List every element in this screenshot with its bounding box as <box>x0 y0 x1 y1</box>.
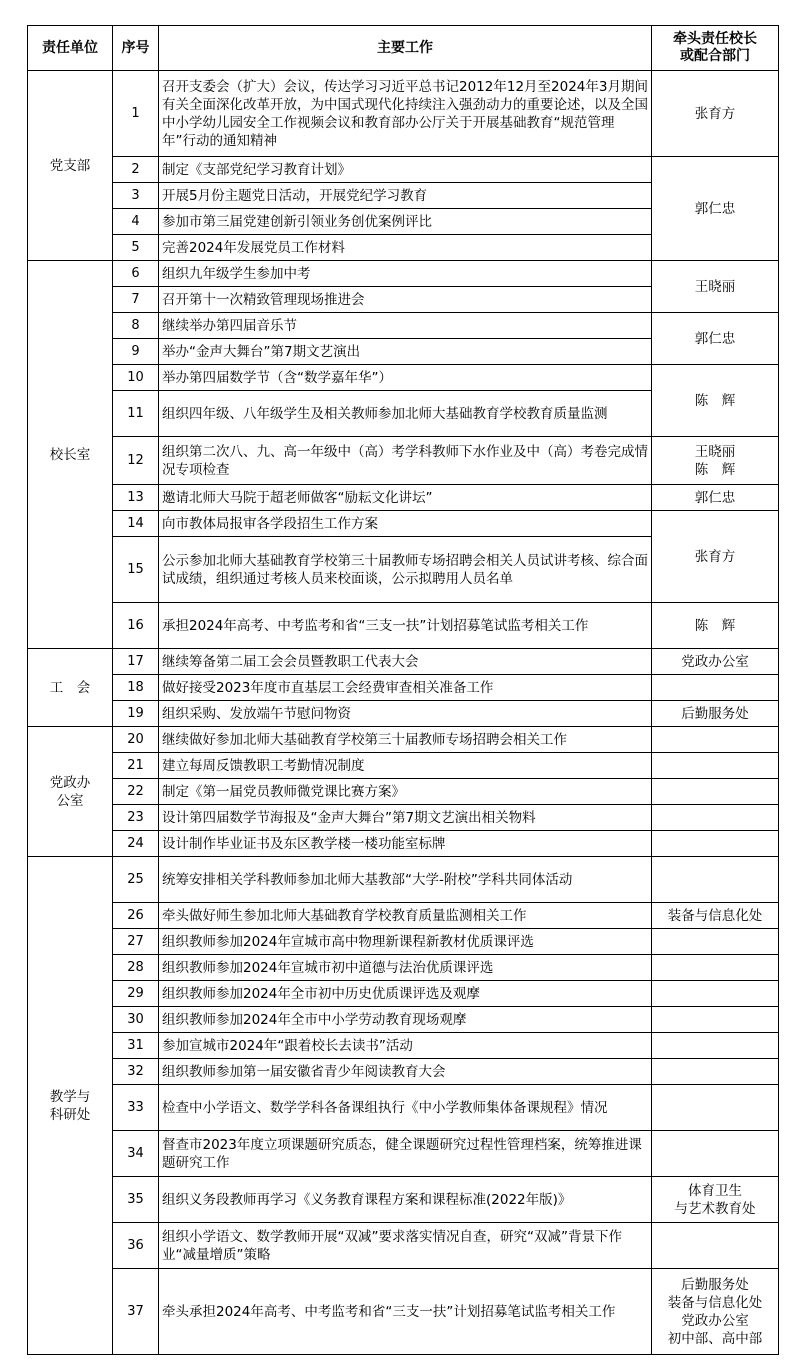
work-cell: 开展5月份主题党日活动，开展党纪学习教育 <box>159 183 652 209</box>
row-number: 13 <box>113 485 159 511</box>
row-number: 3 <box>113 183 159 209</box>
lead-cell: 郭仁忠 <box>652 313 779 365</box>
row-number: 17 <box>113 649 159 675</box>
row-number: 28 <box>113 955 159 981</box>
work-cell: 举办第四届数学节（含“数学嘉年华”） <box>159 365 652 391</box>
table-row <box>28 649 779 675</box>
row-number: 36 <box>113 1223 159 1269</box>
header-no: 序号 <box>113 26 159 71</box>
unit-label: 教学与科研处 <box>49 1088 91 1123</box>
lead-cell <box>652 779 779 805</box>
row-number: 14 <box>113 511 159 537</box>
work-cell: 承担2024年高考、中考监考和省“三支一扶”计划招募笔试监考相关工作 <box>159 603 652 649</box>
row-number: 11 <box>113 391 159 437</box>
table-row <box>28 511 779 537</box>
row-number: 29 <box>113 981 159 1007</box>
row-number: 27 <box>113 929 159 955</box>
lead-cell <box>652 857 779 903</box>
work-plan-table <box>27 25 779 1355</box>
row-number: 35 <box>113 1177 159 1223</box>
table-row <box>28 955 779 981</box>
table-row <box>28 805 779 831</box>
unit-cell-principal-office: 校长室 <box>28 261 113 649</box>
unit-label: 党政办公室 <box>49 774 91 809</box>
unit-cell-union: 工 会 <box>28 649 113 727</box>
table-row <box>28 437 779 485</box>
row-number: 23 <box>113 805 159 831</box>
header-unit: 责任单位 <box>28 26 113 71</box>
header-row <box>28 26 779 71</box>
row-number: 9 <box>113 339 159 365</box>
header-work: 主要工作 <box>159 26 652 71</box>
work-cell: 参加宣城市2024年“跟着校长去读书”活动 <box>159 1033 652 1059</box>
lead-cell: 张育方 <box>652 71 779 157</box>
row-number: 15 <box>113 537 159 603</box>
row-number: 33 <box>113 1085 159 1131</box>
work-cell: 组织第二次八、九、高一年级中（高）考学科教师下水作业及中（高）考卷完成情况专项检查 <box>159 437 652 485</box>
lead-cell: 装备与信息化处 <box>652 903 779 929</box>
work-cell: 召开支委会（扩大）会议，传达学习习近平总书记2012年12月至2024年3月期间有关全面深化改革开放，为中国式现代化持续注入强劲动力的重要论述，以及全国中小学幼儿园安全工作视频会议和教育部办公厅关于开展基础教育“规范管理年”行动的通知精神 <box>159 71 652 157</box>
work-cell: 做好接受2023年度市直基层工会经费审查相关准备工作 <box>159 675 652 701</box>
row-number: 10 <box>113 365 159 391</box>
work-cell: 建立每周反馈教职工考勤情况制度 <box>159 753 652 779</box>
unit-cell-admin-office <box>28 727 113 857</box>
work-cell: 组织教师参加2024年全市初中历史优质课评选及观摩 <box>159 981 652 1007</box>
lead-cell: 陈 辉 <box>652 365 779 437</box>
lead-cell: 陈 辉 <box>652 603 779 649</box>
lead-cell: 郭仁忠 <box>652 485 779 511</box>
lead-cell: 后勤服务处 装备与信息化处 党政办公室 初中部、高中部 <box>652 1269 779 1355</box>
table-row <box>28 727 779 753</box>
table-row <box>28 701 779 727</box>
table-row <box>28 903 779 929</box>
work-cell: 牵头承担2024年高考、中考监考和省“三支一扶”计划招募笔试监考相关工作 <box>159 1269 652 1355</box>
table-row <box>28 929 779 955</box>
work-cell: 组织四年级、八年级学生及相关教师参加北师大基础教育学校教育质量监测 <box>159 391 652 437</box>
table-row <box>28 1085 779 1131</box>
work-cell: 组织教师参加2024年全市中小学劳动教育现场观摩 <box>159 1007 652 1033</box>
row-number: 12 <box>113 437 159 485</box>
lead-cell <box>652 831 779 857</box>
table-row <box>28 1269 779 1355</box>
row-number: 37 <box>113 1269 159 1355</box>
table-row <box>28 603 779 649</box>
row-number: 21 <box>113 753 159 779</box>
work-cell: 向市教体局报审各学段招生工作方案 <box>159 511 652 537</box>
row-number: 16 <box>113 603 159 649</box>
lead-cell <box>652 1033 779 1059</box>
lead-cell: 后勤服务处 <box>652 701 779 727</box>
table-row <box>28 1131 779 1177</box>
work-cell: 组织教师参加2024年宣城市初中道德与法治优质课评选 <box>159 955 652 981</box>
table-row <box>28 675 779 701</box>
row-number: 2 <box>113 157 159 183</box>
table-row <box>28 1177 779 1223</box>
table-row <box>28 1033 779 1059</box>
work-cell: 组织教师参加2024年宣城市高中物理新课程新教材优质课评选 <box>159 929 652 955</box>
table-row <box>28 1223 779 1269</box>
row-number: 20 <box>113 727 159 753</box>
lead-cell <box>652 981 779 1007</box>
row-number: 1 <box>113 71 159 157</box>
table-row <box>28 365 779 391</box>
work-cell: 参加市第三届党建创新引领业务创优案例评比 <box>159 209 652 235</box>
work-cell: 继续做好参加北师大基础教育学校第三十届教师专场招聘会相关工作 <box>159 727 652 753</box>
work-cell: 举办“金声大舞台”第7期文艺演出 <box>159 339 652 365</box>
row-number: 25 <box>113 857 159 903</box>
lead-cell <box>652 727 779 753</box>
unit-cell-teaching-research <box>28 857 113 1355</box>
table-row <box>28 261 779 287</box>
work-cell: 检查中小学语文、数学学科各备课组执行《中小学教师集体备课规程》情况 <box>159 1085 652 1131</box>
table-row <box>28 1007 779 1033</box>
work-cell: 组织九年级学生参加中考 <box>159 261 652 287</box>
work-cell: 牵头做好师生参加北师大基础教育学校教育质量监测相关工作 <box>159 903 652 929</box>
work-cell: 组织义务段教师再学习《义务教育课程方案和课程标准(2022年版)》 <box>159 1177 652 1223</box>
lead-cell <box>652 1007 779 1033</box>
work-cell: 统筹安排相关学科教师参加北师大基教部“大学-附校”学科共同体活动 <box>159 857 652 903</box>
row-number: 34 <box>113 1131 159 1177</box>
table-row <box>28 779 779 805</box>
row-number: 19 <box>113 701 159 727</box>
work-cell: 召开第十一次精致管理现场推进会 <box>159 287 652 313</box>
table-row <box>28 157 779 183</box>
work-cell: 完善2024年发展党员工作材料 <box>159 235 652 261</box>
lead-cell: 体育卫生 与艺术教育处 <box>652 1177 779 1223</box>
work-cell: 邀请北师大马院于超老师做客“励耘文化讲坛” <box>159 485 652 511</box>
table-row <box>28 857 779 903</box>
row-number: 24 <box>113 831 159 857</box>
work-cell: 制定《第一届党员教师微党课比赛方案》 <box>159 779 652 805</box>
table-row <box>28 1059 779 1085</box>
lead-cell: 郭仁忠 <box>652 157 779 261</box>
work-cell: 组织教师参加第一届安徽省青少年阅读教育大会 <box>159 1059 652 1085</box>
header-lead-text: 牵头责任校长或配合部门 <box>673 31 757 64</box>
row-number: 22 <box>113 779 159 805</box>
work-cell: 组织采购、发放端午节慰问物资 <box>159 701 652 727</box>
lead-cell: 党政办公室 <box>652 649 779 675</box>
work-cell: 继续筹备第二届工会会员暨教职工代表大会 <box>159 649 652 675</box>
table-row <box>28 981 779 1007</box>
lead-cell: 张育方 <box>652 511 779 603</box>
row-number: 26 <box>113 903 159 929</box>
unit-cell-party: 党支部 <box>28 71 113 261</box>
work-cell: 设计制作毕业证书及东区教学楼一楼功能室标牌 <box>159 831 652 857</box>
row-number: 5 <box>113 235 159 261</box>
work-cell: 继续举办第四届音乐节 <box>159 313 652 339</box>
row-number: 31 <box>113 1033 159 1059</box>
row-number: 30 <box>113 1007 159 1033</box>
row-number: 32 <box>113 1059 159 1085</box>
lead-cell: 王晓丽 <box>652 261 779 313</box>
row-number: 4 <box>113 209 159 235</box>
work-cell: 公示参加北师大基础教育学校第三十届教师专场招聘会相关人员试讲考核、综合面试成绩，组织通过考核人员来校面谈，公示拟聘用人员名单 <box>159 537 652 603</box>
row-number: 18 <box>113 675 159 701</box>
lead-cell <box>652 675 779 701</box>
lead-cell <box>652 955 779 981</box>
table-row <box>28 831 779 857</box>
work-cell: 督查市2023年度立项课题研究质态，健全课题研究过程性管理档案，统筹推进课题研究工作 <box>159 1131 652 1177</box>
table-row <box>28 71 779 157</box>
lead-cell <box>652 929 779 955</box>
work-cell: 组织小学语文、数学教师开展“双减”要求落实情况自查，研究“双减”背景下作业“减量增质”策略 <box>159 1223 652 1269</box>
lead-cell <box>652 1059 779 1085</box>
work-cell: 制定《支部党纪学习教育计划》 <box>159 157 652 183</box>
table-row <box>28 313 779 339</box>
lead-cell: 王晓丽 陈 辉 <box>652 437 779 485</box>
header-lead <box>652 26 779 71</box>
lead-cell <box>652 1223 779 1269</box>
lead-cell <box>652 1131 779 1177</box>
row-number: 8 <box>113 313 159 339</box>
work-cell: 设计第四届数学节海报及“金声大舞台”第7期文艺演出相关物料 <box>159 805 652 831</box>
row-number: 6 <box>113 261 159 287</box>
lead-cell <box>652 753 779 779</box>
table-row <box>28 485 779 511</box>
row-number: 7 <box>113 287 159 313</box>
lead-cell <box>652 1085 779 1131</box>
table-row <box>28 753 779 779</box>
lead-cell <box>652 805 779 831</box>
